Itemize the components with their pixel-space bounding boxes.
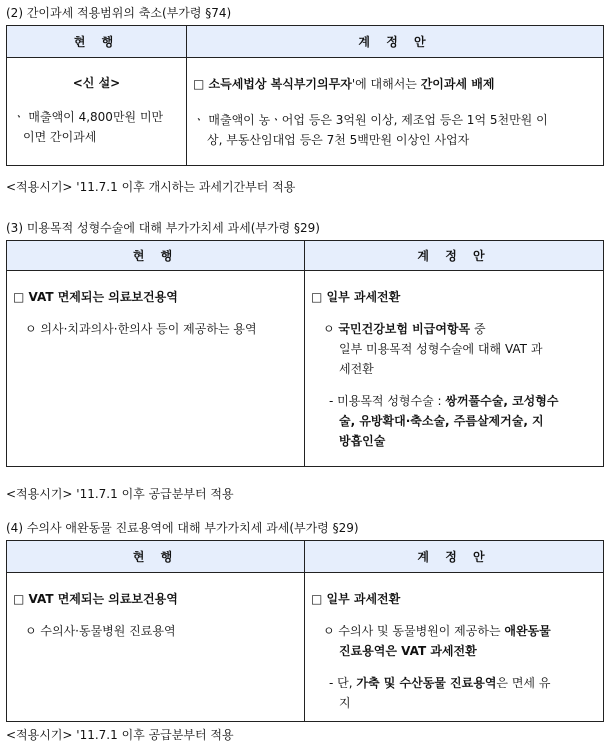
section4-revised-sub <box>311 673 597 693</box>
section2-current-bullet-2: 이면 간이과세 <box>23 130 97 144</box>
section2-col-revised: 계 정 안 <box>187 26 604 58</box>
section3-revised-sub-a: - 미용목적 성형수술 : <box>329 394 446 408</box>
section2-revised-line-1c: 간이과세 배제 <box>420 77 495 91</box>
section4-revised-item-b: 애완동물 <box>504 624 551 638</box>
section4-revised-sub-a: - 단, <box>329 676 357 690</box>
section4-revised-cell <box>305 573 604 722</box>
section4-revised-sub-b: 가축 및 수산동물 진료용역 <box>356 676 497 690</box>
section4-revised-item-a: ㅇ 수의사 및 동물병원이 제공하는 <box>323 624 505 638</box>
section3-revised-item-2: 일부 미용목적 성형수술에 대해 VAT 과 <box>339 342 543 356</box>
section3-revised-sub <box>311 391 597 411</box>
section3-revised-item-3: 세전환 <box>339 362 374 376</box>
section3-current-title: □ VAT 면제되는 의료보건용역 <box>13 290 178 304</box>
section4-table <box>6 540 604 722</box>
section3-note: <적용시기> '11.7.1 이후 공급분부터 적용 <box>6 487 234 501</box>
section3-revised-item-c: 중 <box>470 322 486 336</box>
section4-revised-sub-c: 은 면세 유 <box>496 676 551 690</box>
section4-note: <적용시기> '11.7.1 이후 공급분부터 적용 <box>6 728 234 742</box>
section3-table <box>6 240 604 467</box>
section2-revised-line-1a: □ 소득세법상 복식부기의무자 <box>193 77 352 91</box>
section2-revised-bullet-2: 상, 부동산임대업 등은 7천 5백만원 이상인 사업자 <box>207 133 470 147</box>
section3-revised-sub-2: 술, 유방확대·축소술, 주름살제거술, 지 <box>339 414 544 428</box>
section2-revised-bullet-1: ㆍ 매출액이 농ㆍ어업 등은 3억원 이상, 제조업 등은 1억 5천만원 이 <box>193 113 548 127</box>
section2-note: <적용시기> '11.7.1 이후 개시하는 과세기간부터 적용 <box>6 180 296 194</box>
section3-revised-sub-b: 쌍꺼풀수술, 코성형수 <box>445 394 559 408</box>
section3-revised-item <box>311 319 597 339</box>
section2-col-current: 현 행 <box>7 26 187 58</box>
section3-revised-title: □ 일부 과세전환 <box>311 290 401 304</box>
section4-revised-item-2: 진료용역은 VAT 과세전환 <box>339 644 477 658</box>
section2-current-cell <box>7 58 187 166</box>
section4-revised-sub-2: 지 <box>339 696 351 710</box>
section3-revised-item-b: 국민건강보험 비급여항목 <box>338 322 471 336</box>
section2-revised-line-1b: '에 대해서는 <box>351 77 421 91</box>
section3-col-revised: 계 정 안 <box>305 241 604 271</box>
section2-current-title: <신 설> <box>72 76 121 90</box>
section2-table <box>6 25 604 166</box>
section3-current-cell <box>7 271 305 467</box>
section4-current-cell <box>7 573 305 722</box>
section3-current-item: ㅇ 의사·치과의사·한의사 등이 제공하는 용역 <box>25 322 257 336</box>
section3-revised-item-a: ㅇ <box>323 322 339 336</box>
section4-revised-title: □ 일부 과세전환 <box>311 592 401 606</box>
section4-revised-item <box>311 621 597 641</box>
section2-revised-line-1 <box>193 74 597 94</box>
section4-heading: (4) 수의사 애완동물 진료용역에 대해 부가가치세 과세(부가령 §29) <box>6 521 359 535</box>
section4-current-item: ㅇ 수의사·동물병원 진료용역 <box>25 624 176 638</box>
section3-revised-cell <box>305 271 604 467</box>
section3-col-current: 현 행 <box>7 241 305 271</box>
section3-heading: (3) 미용목적 성형수술에 대해 부가가치세 과세(부가령 §29) <box>6 221 320 235</box>
section4-current-title: □ VAT 면제되는 의료보건용역 <box>13 592 178 606</box>
section3-revised-sub-3: 방흡인술 <box>339 434 386 448</box>
section2-heading: (2) 간이과세 적용범위의 축소(부가령 §74) <box>6 6 232 20</box>
section4-col-revised: 계 정 안 <box>305 541 604 573</box>
section2-current-bullet-1: ㆍ 매출액이 4,800만원 미만 <box>13 110 164 124</box>
section4-col-current: 현 행 <box>7 541 305 573</box>
section2-revised-cell <box>187 58 604 166</box>
